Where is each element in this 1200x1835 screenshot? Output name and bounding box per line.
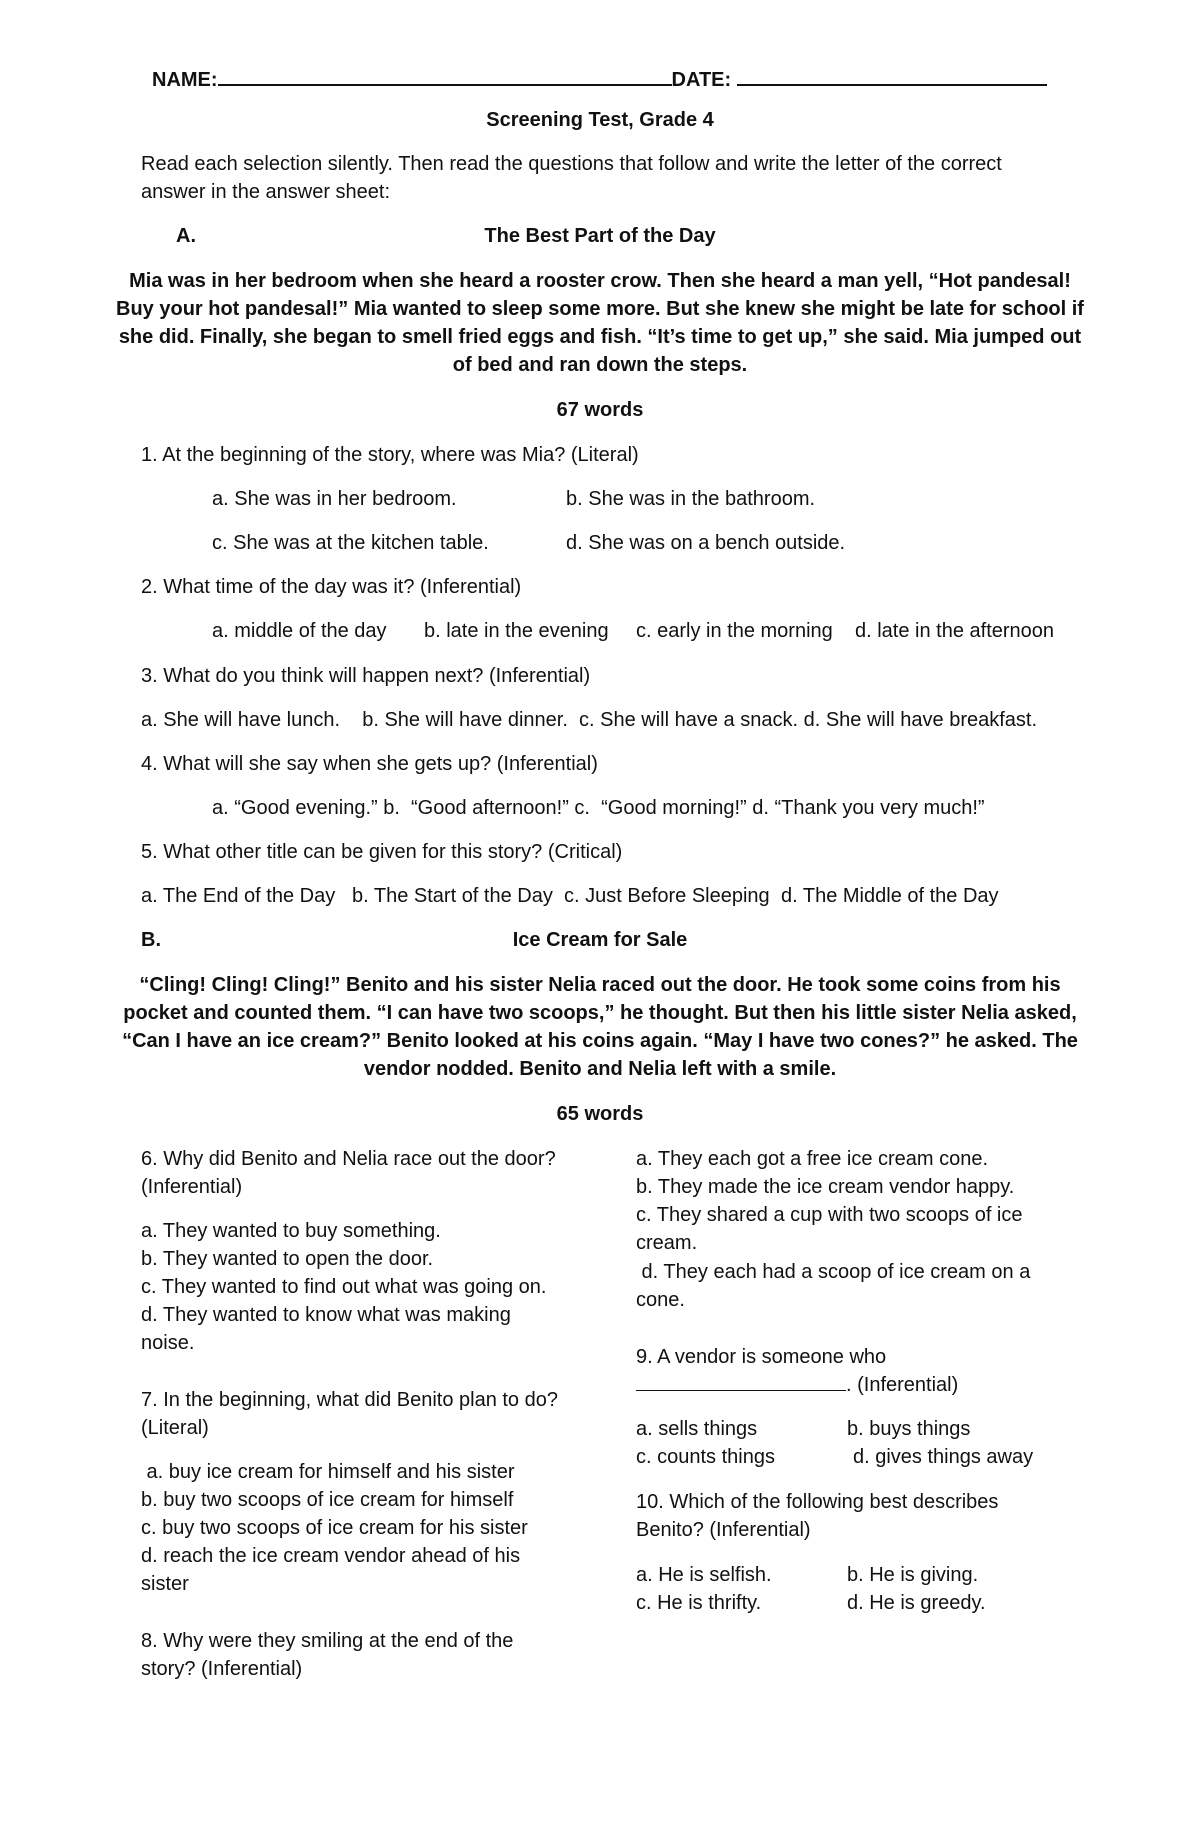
instructions-line-2: answer in the answer sheet: [141,181,391,203]
answer-option: b. buys things [847,1418,971,1440]
word-count-a: 67 words [556,399,644,421]
answer-option: c. She was at the kitchen table. [212,532,489,554]
answer-option: d. He is greedy. [847,1592,986,1614]
answer-option: d. The Middle of the Day [781,885,999,907]
answer-option: b. They made the ice cream vendor happy. [636,1176,1015,1198]
answer-options-line: a. “Good evening.” b. “Good afternoon!” c. “Good morning!” d. “Thank you very much!” [212,797,985,819]
question-9-blank-line [636,1371,958,1399]
question-8: story? (Inferential) [141,1658,303,1680]
answer-option: c. counts things [636,1446,775,1468]
word-count-b: 65 words [556,1103,644,1125]
section-a-letter: A. [176,225,196,247]
question-2: 2. What time of the day was it? (Inferential) [141,576,522,598]
question-5: 5. What other title can be given for this story? (Critical) [141,841,623,863]
fill-in-blank [636,1372,846,1391]
question-9: 9. A vendor is someone who [636,1346,887,1368]
answer-option: d. reach the ice cream vendor ahead of his [141,1545,521,1567]
passage-b-line: “Can I have an ice cream?” Benito looked at his coins again. “May I have two cones?” he asked. The [122,1030,1078,1052]
answer-option: a. The End of the Day [141,885,336,907]
name-blank-line [218,64,672,86]
question-4: 4. What will she say when she gets up? (Inferential) [141,753,598,775]
question-9-suffix: . (Inferential) [846,1374,959,1396]
answer-option: d. She was on a bench outside. [566,532,846,554]
answer-option: c. buy two scoops of ice cream for his sister [141,1517,528,1539]
passage-b-line: “Cling! Cling! Cling!” Benito and his sister Nelia raced out the door. He took some coins from his [139,974,1061,996]
passage-a-line: Mia was in her bedroom when she heard a rooster crow. Then she heard a man yell, “Hot pandesal! [129,270,1071,292]
answer-option: b. buy two scoops of ice cream for himself [141,1489,514,1511]
name-label: NAME: [152,69,218,91]
answer-options-line: a. She will have lunch. b. She will have dinner. c. She will have a snack. d. She will have breakfast. [141,709,1038,731]
instructions-line-1: Read each selection silently. Then read the questions that follow and write the letter of the correct [141,153,1002,175]
passage-b-line: pocket and counted them. “I can have two scoops,” he thought. But then his little sister Nelia asked, [123,1002,1077,1024]
date-blank-line [737,64,1047,86]
answer-option: a. buy ice cream for himself and his sister [141,1461,515,1483]
answer-option: d. They each had a scoop of ice cream on a [636,1261,1031,1283]
section-a-title: The Best Part of the Day [484,225,716,247]
question-7: 7. In the beginning, what did Benito plan to do? [141,1389,558,1411]
passage-a-line: she did. Finally, she began to smell fried eggs and fish. “It’s time to get up,” she said. Mia jumped out [118,326,1082,348]
date-label: DATE: [671,69,732,91]
question-3: 3. What do you think will happen next? (Inferential) [141,665,591,687]
answer-option: c. They shared a cup with two scoops of ice [636,1204,1023,1226]
passage-b-line: vendor nodded. Benito and Nelia left with a smile. [363,1058,837,1080]
question-10: Benito? (Inferential) [636,1519,811,1541]
answer-option: sister [141,1573,189,1595]
answer-option: a. She was in her bedroom. [212,488,457,510]
answer-option: c. early in the morning [636,620,833,642]
answer-option: a. middle of the day [212,620,387,642]
question-6: 6. Why did Benito and Nelia race out the door? [141,1148,556,1170]
answer-option: a. He is selfish. [636,1564,772,1586]
question-10: 10. Which of the following best describes [636,1491,999,1513]
answer-option: a. They wanted to buy something. [141,1220,441,1242]
question-7: (Literal) [141,1417,209,1439]
answer-option: d. late in the afternoon [855,620,1055,642]
answer-option: a. They each got a free ice cream cone. [636,1148,989,1170]
answer-option: b. She was in the bathroom. [566,488,816,510]
answer-option: c. He is thrifty. [636,1592,762,1614]
answer-option: b. The Start of the Day [352,885,553,907]
section-b-letter: B. [141,929,161,951]
answer-option: noise. [141,1332,195,1354]
passage-a-line: Buy your hot pandesal!” Mia wanted to sleep some more. But she knew she might be late for school if [116,298,1084,320]
answer-option: b. late in the evening [424,620,609,642]
passage-a-line: of bed and ran down the steps. [452,354,748,376]
answer-option: d. gives things away [853,1446,1034,1468]
answer-option: b. He is giving. [847,1564,979,1586]
answer-option: c. Just Before Sleeping [564,885,770,907]
question-8: 8. Why were they smiling at the end of the [141,1630,514,1652]
page-title: Screening Test, Grade 4 [486,109,714,131]
answer-option: cone. [636,1289,685,1311]
section-b-title: Ice Cream for Sale [512,929,688,951]
answer-option: c. They wanted to find out what was going on. [141,1276,547,1298]
name-field [152,64,1047,94]
answer-option: cream. [636,1232,698,1254]
question-6: (Inferential) [141,1176,243,1198]
question-1: 1. At the beginning of the story, where was Mia? (Literal) [141,444,639,466]
answer-option: d. They wanted to know what was making [141,1304,511,1326]
answer-option: a. sells things [636,1418,758,1440]
answer-option: b. They wanted to open the door. [141,1248,434,1270]
